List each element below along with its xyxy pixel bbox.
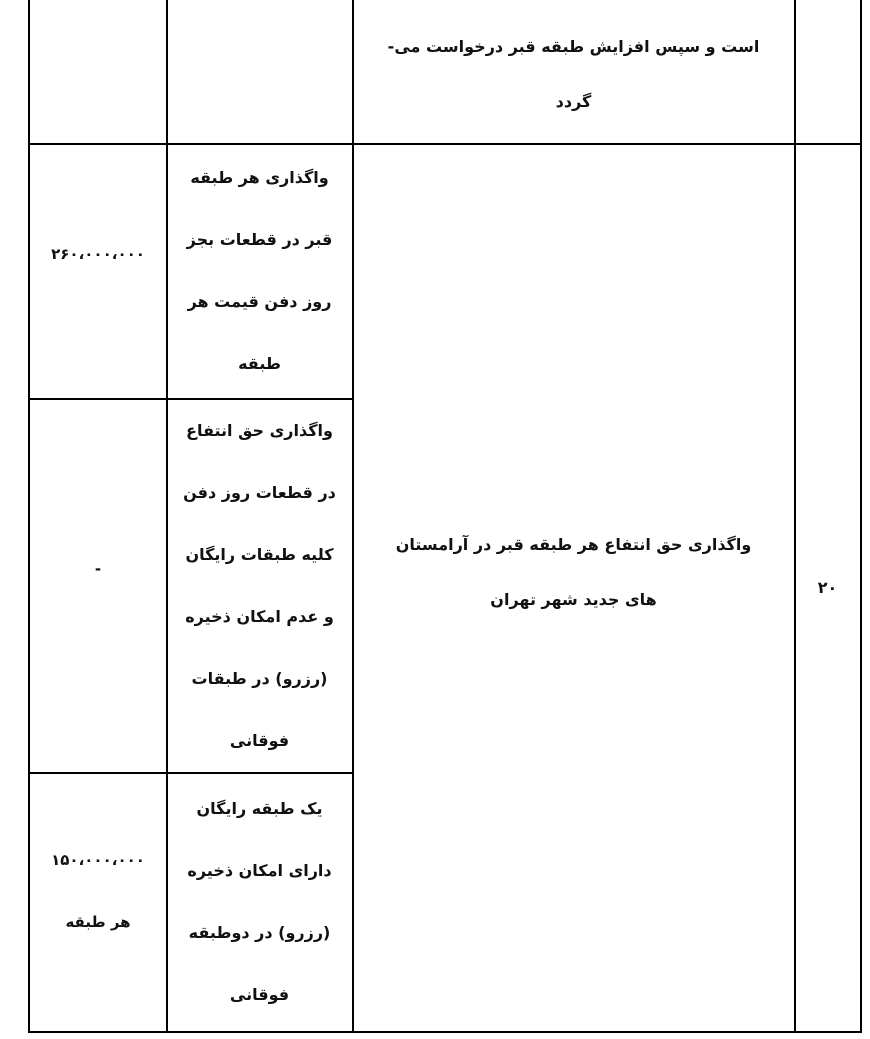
top-row-description: است و سپس افزایش طبقه قبر درخواست می- گردد	[387, 36, 760, 111]
sub-row-amount: ۱۵۰،۰۰۰،۰۰۰ هر طبقه	[51, 851, 145, 931]
sub-row-amount: ۲۶۰،۰۰۰،۰۰۰	[51, 245, 145, 263]
sub-row-condition: واگذاری حق انتفاع در قطعات روز دفن کلیه طبقات رایگان و عدم امکان ذخیره (رزرو) در طبقات فوقانی	[183, 420, 336, 750]
fee-table	[28, 0, 862, 1033]
sub-row-condition: واگذاری هر طبقه قبر در قطعات بجز روز دفن قیمت هر طبقه	[186, 168, 333, 373]
service-description: واگذاری حق انتفاع هر طبقه قبر در آرامستان های جدید شهر تهران	[395, 534, 752, 609]
sub-row-condition: یک طبقه رایگان دارای امکان ذخیره (رزرو) در دوطبقه فوقانی	[187, 799, 332, 1004]
sub-row-amount: -	[94, 560, 102, 578]
row-number: ۲۰	[817, 578, 838, 597]
